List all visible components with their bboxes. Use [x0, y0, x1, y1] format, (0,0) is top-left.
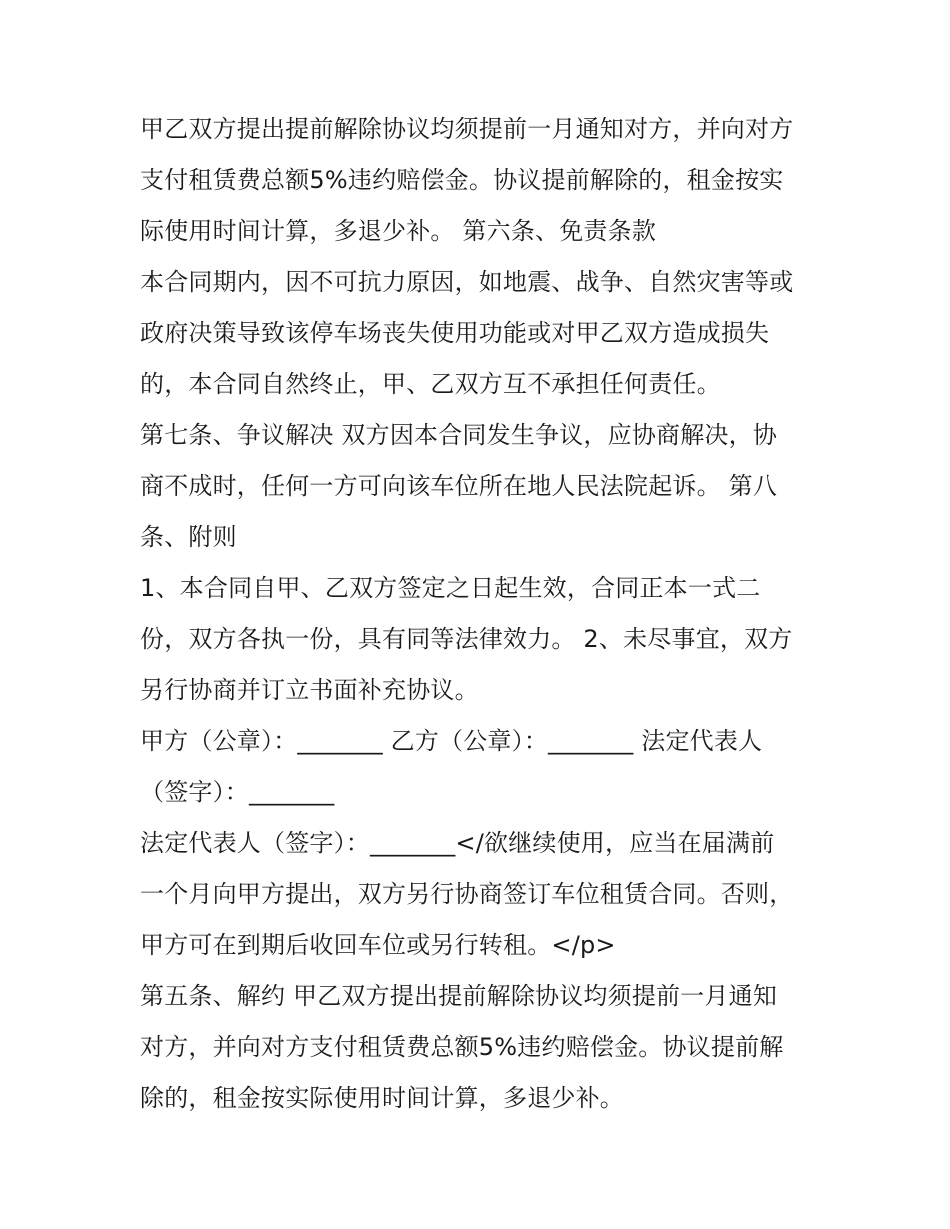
text-line: 支付租赁费总额5%违约赔偿金。协议提前解除的，租金按实 [140, 166, 784, 194]
text-line: 份，双方各执一份，具有同等法律效力。 2、未尽事宜，双方 [140, 625, 793, 653]
text-line: 的，本合同自然终止，甲、乙双方互不承担任何责任。 [140, 370, 721, 398]
text-line: 甲方（公章）：_______ 乙方（公章）：_______ 法定代表人 [140, 727, 763, 755]
text-line: 际使用时间计算，多退少补。 第六条、免责条款 [140, 217, 657, 245]
text-line: 1、本合同自甲、乙双方签定之日起生效，合同正本一式二 [140, 574, 761, 602]
text-line: 条、附则 [140, 523, 237, 551]
text-line: 本合同期内，因不可抗力原因，如地震、战争、自然灾害等或 [140, 268, 794, 296]
text-line: 政府决策导致该停车场丧失使用功能或对甲乙双方造成损失 [140, 319, 770, 347]
text-line: 一个月向甲方提出，双方另行协商签订车位租赁合同。否则， [140, 880, 794, 908]
text-line: 法定代表人（签字）：_______</欲继续使用，应当在届满前 [140, 829, 775, 857]
text-line: （签字）：_______ [140, 778, 335, 806]
text-line: 对方，并向对方支付租赁费总额5%违约赔偿金。协议提前解 [140, 1033, 784, 1061]
text-line: 甲乙双方提出提前解除协议均须提前一月通知对方，并向对方 [140, 115, 794, 143]
text-line: 另行协商并订立书面补充协议。 [140, 676, 479, 704]
text-line: 第五条、解约 甲乙双方提出提前解除协议均须提前一月通知 [140, 982, 778, 1010]
text-line: 甲方可在到期后收回车位或另行转租。</p> [140, 931, 616, 959]
text-line: 商不成时，任何一方可向该车位所在地人民法院起诉。 第八 [140, 472, 778, 500]
document-body [140, 104, 830, 1124]
text-line: 第七条、争议解决 双方因本合同发生争议，应协商解决，协 [140, 421, 778, 449]
text-line: 除的，租金按实际使用时间计算，多退少补。 [140, 1084, 624, 1112]
